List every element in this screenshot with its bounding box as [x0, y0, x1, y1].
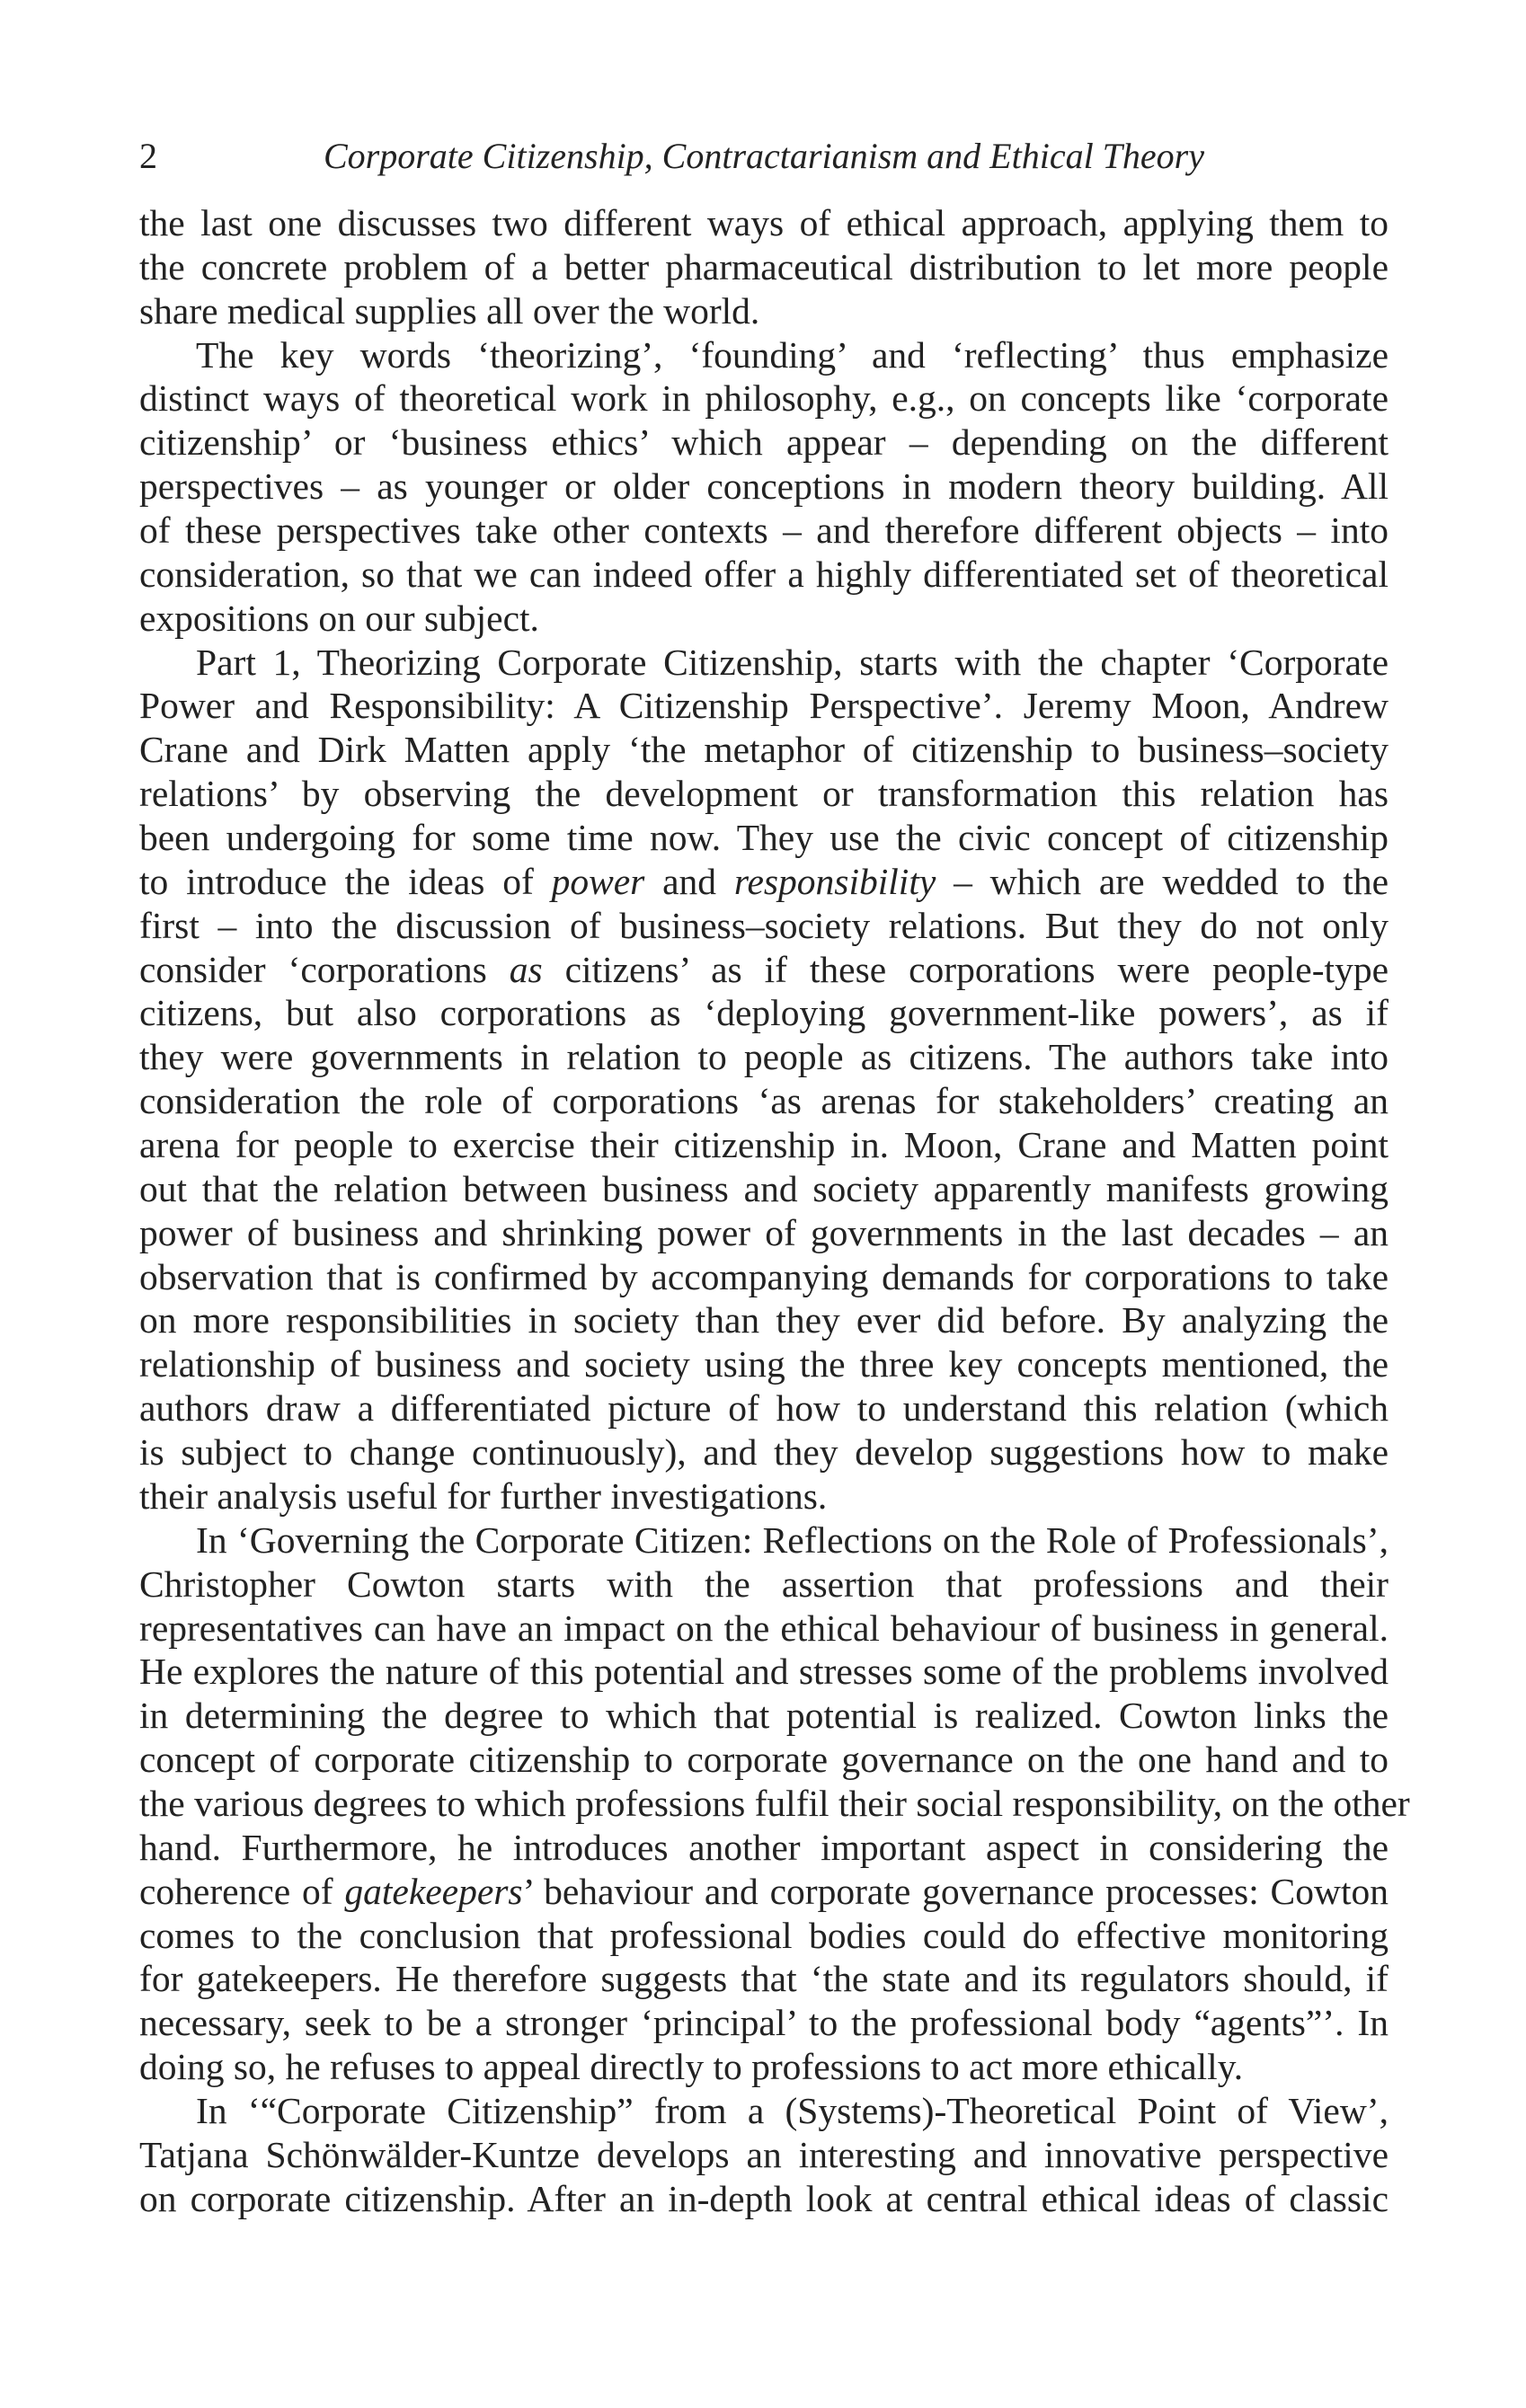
text-line: concept of corporate citizenship to corporate governance on the one hand and to	[139, 1739, 1388, 1781]
text-line: to introduce the ideas of power and responsibility – which are wedded to the	[139, 860, 1388, 902]
text-line: out that the relation between business and society apparently manifests growing	[139, 1167, 1388, 1209]
text-line: consider ‘corporations as citizens’ as if these corporations were people-type	[139, 948, 1388, 990]
italic-emphasis: gatekeepers	[344, 1870, 523, 1912]
text-line: they were governments in relation to people as citizens. The authors take into	[139, 1036, 1388, 1078]
paragraph	[139, 1518, 1410, 2089]
running-head	[139, 135, 1388, 178]
body-text	[139, 201, 1410, 2221]
text-line: share medical supplies all over the world.	[139, 289, 760, 332]
text-line: representatives can have an impact on the ethical behaviour of business in general.	[139, 1607, 1388, 1649]
text-line: In ‘Governing the Corporate Citizen: Reflections on the Role of Professionals’,	[196, 1518, 1388, 1561]
text-line: is subject to change continuously), and they develop suggestions how to make	[139, 1431, 1388, 1474]
text-line: Part 1, Theorizing Corporate Citizenship, starts with the chapter ‘Corporate	[196, 641, 1388, 683]
text-line: the last one discusses two different ways of ethical approach, applying them to	[139, 202, 1388, 243]
text-line: power of business and shrinking power of governments in the last decades – an	[139, 1211, 1388, 1253]
text-line: distinct ways of theoretical work in philosophy, e.g., on concepts like ‘corporate	[139, 377, 1388, 420]
text-line: perspectives – as younger or older conceptions in modern theory building. All	[139, 465, 1388, 508]
paragraph	[139, 333, 1388, 641]
text-line: been undergoing for some time now. They use the civic concept of citizenship	[139, 817, 1388, 859]
text-line: necessary, seek to be a stronger ‘principal’ to the professional body “agents”’. In	[139, 2002, 1388, 2044]
text-line: citizenship’ or ‘business ethics’ which appear – depending on the different	[139, 421, 1388, 464]
text-line: consideration the role of corporations ‘as arenas for stakeholders’ creating an	[139, 1080, 1388, 1122]
text-line: of these perspectives take other contexts – and therefore different objects – into	[139, 509, 1388, 552]
text-line: on corporate citizenship. After an in-depth look at central ethical ideas of classic	[139, 2177, 1388, 2219]
text-line: citizens, but also corporations as ‘deploying government-like powers’, as if	[139, 992, 1388, 1034]
text-line: Christopher Cowton starts with the assertion that professions and their	[139, 1563, 1388, 1605]
text-line: authors draw a differentiated picture of how to understand this relation (which	[139, 1387, 1388, 1430]
text-line: first – into the discussion of business–society relations. But they do not only	[139, 904, 1388, 946]
text-line: observation that is confirmed by accompanying demands for corporations to take	[139, 1255, 1388, 1297]
text-line: hand. Furthermore, he introduces another important aspect in considering the	[139, 1826, 1388, 1868]
paragraph	[139, 2089, 1388, 2221]
text-line: the various degrees to which professions fulfil their social responsibility, on the other	[139, 1782, 1410, 1824]
italic-emphasis: responsibility	[733, 860, 936, 902]
text-line: relations’ by observing the development or transformation this relation has	[139, 773, 1388, 815]
italic-emphasis: as	[509, 948, 543, 990]
text-line: consideration, so that we can indeed offer a highly differentiated set of theoretical	[139, 553, 1388, 595]
text-line: comes to the conclusion that professional bodies could do effective monitoring	[139, 1914, 1388, 1956]
text-line: on more responsibilities in society than they ever did before. By analyzing the	[139, 1299, 1388, 1341]
text-line: The key words ‘theorizing’, ‘founding’ and ‘reflecting’ thus emphasize	[196, 333, 1388, 376]
text-line: for gatekeepers. He therefore suggests that ‘the state and its regulators should, if	[139, 1958, 1388, 2000]
text-line: Crane and Dirk Matten apply ‘the metaphor of citizenship to business–society	[139, 729, 1388, 771]
text-line: doing so, he refuses to appeal directly to professions to act more ethically.	[139, 2046, 1244, 2088]
text-line: their analysis useful for further investigations.	[139, 1474, 828, 1517]
text-line: He explores the nature of this potential and stresses some of the problems involved	[139, 1651, 1388, 1693]
paragraph	[139, 201, 1388, 333]
paragraph	[139, 641, 1388, 1518]
text-line: coherence of gatekeepers’ behaviour and corporate governance processes: Cowton	[139, 1870, 1388, 1912]
text-line: the concrete problem of a better pharmaceutical distribution to let more people	[139, 245, 1388, 288]
text-line: relationship of business and society using the three key concepts mentioned, the	[139, 1343, 1388, 1385]
text-line: arena for people to exercise their citizenship in. Moon, Crane and Matten point	[139, 1124, 1388, 1166]
italic-emphasis: power	[551, 860, 645, 902]
text-line: expositions on our subject.	[139, 597, 539, 639]
text-line: in determining the degree to which that potential is realized. Cowton links the	[139, 1695, 1388, 1737]
page-number: 2	[139, 136, 157, 176]
running-title: Corporate Citizenship, Contractarianism and Ethical Theory	[323, 136, 1205, 176]
text-line: Tatjana Schönwälder-Kuntze develops an interesting and innovative perspective	[139, 2133, 1388, 2175]
text-line: Power and Responsibility: A Citizenship Perspective’. Jeremy Moon, Andrew	[139, 685, 1388, 727]
text-line: In ‘“Corporate Citizenship” from a (Systems)-Theoretical Point of View’,	[196, 2089, 1388, 2131]
